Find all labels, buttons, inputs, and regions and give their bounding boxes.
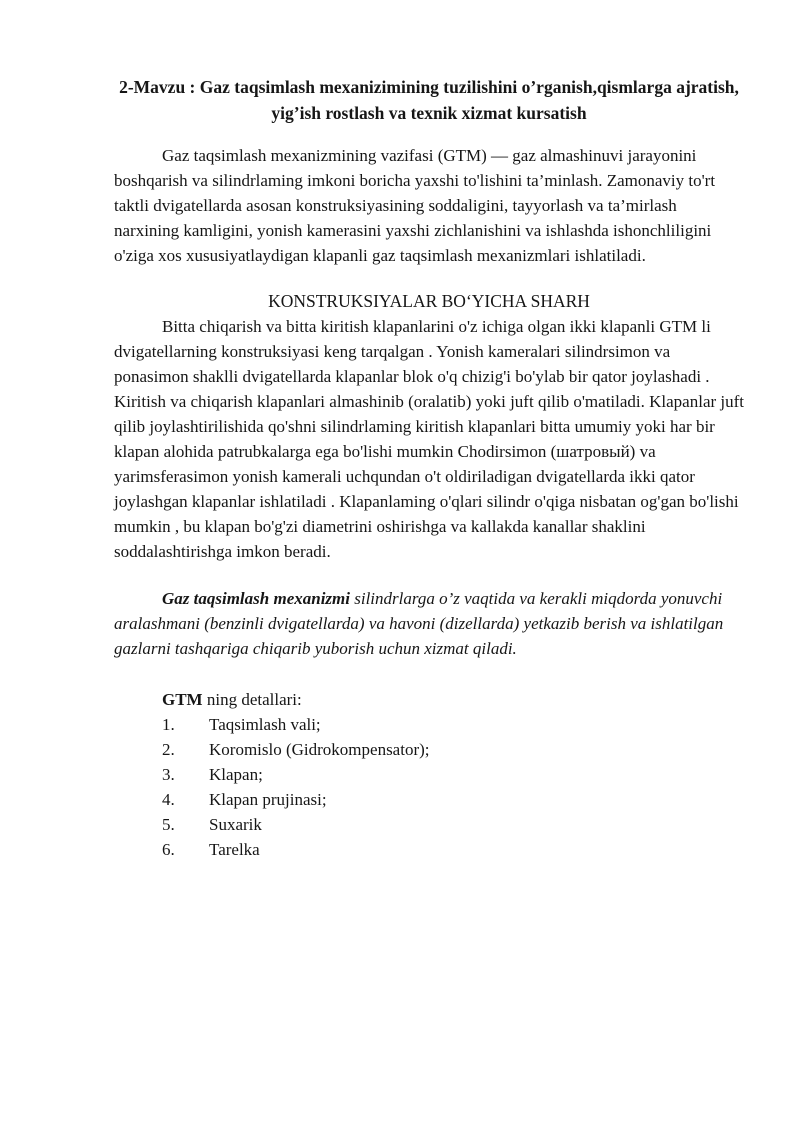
parts-list <box>114 712 744 862</box>
definition-paragraph <box>114 586 744 661</box>
list-item <box>162 737 744 762</box>
list-item-text: Suxarik <box>209 815 262 834</box>
list-item <box>162 712 744 737</box>
list-item-text: Klapan prujinasi; <box>209 790 327 809</box>
construction-paragraph: Bitta chiqarish va bitta kiritish klapanlarini o'z ichiga olgan ikki klapanli GTM li dvigatellarning konstruksiyasi keng tarqalgan . Yonish kameralari silindrsimon va ponasimon shaklli dvigatellarda klapanlar blok o'q chizig'i bo'ylab bir qator joylashadi . Kiritish va chiqarish klapanlari almashinib (oralatib) yoki juft qilib o'matiladi. Klapanlar juft qilib joylashtirilishida qo'shni silindrlaming kiritish klapanlari bitta umumiy yoki har bir klapan alohida patrubkalarga ega bo'lishi mumkin Chodirsimon (шатровый) va yarimsferasimon yonish kamerali uchqundan o't oldiriladigan dvigatellarda ikki qator joylashgan klapanlar ishlatiladi . Klapanlaming o'qlari silindr o'qiga nisbatan og'gan bo'lishi mumkin , bu klapan bo'g'zi diametrini oshirishga va kallakda kanallar shaklini soddalashtirishga imkon beradi. <box>114 317 745 561</box>
definition-lead-text: Gaz taqsimlash mexanizmi <box>162 589 350 608</box>
list-item-text: Koromislo (Gidrokompensator); <box>209 740 430 759</box>
list-item-number: 2. <box>162 740 175 759</box>
list-item <box>162 762 744 787</box>
definition-body-text: silindrlarga o’z vaqtida va kerakli miqdorda yonuvchi aralashmani (benzinli dvigatellarda) va havoni (dizellarda) yetkazib berish va ishlatilgan gazlarni tashqariga chiqarib yuborish uchun xizmat qiladi. <box>114 589 724 658</box>
list-item <box>162 837 744 862</box>
list-item-number: 1. <box>162 715 175 734</box>
section-heading: KONSTRUKSIYALAR BO‘YICHA SHARH <box>268 291 590 311</box>
parts-heading-lead: GTM <box>162 690 203 709</box>
list-item-text: Tarelka <box>209 840 260 859</box>
list-item-number: 3. <box>162 765 175 784</box>
list-item-text: Taqsimlash vali; <box>209 715 321 734</box>
list-item-number: 4. <box>162 790 175 809</box>
document-title: 2-Mavzu : Gaz taqsimlash mexanizimining tuzilishini o’rganish,qismlarga ajratish, yig’ish rostlash va texnik xizmat kursatish <box>119 77 739 123</box>
list-item-number: 5. <box>162 815 175 834</box>
list-item-number: 6. <box>162 840 175 859</box>
list-item <box>162 812 744 837</box>
list-item <box>162 787 744 812</box>
list-item-text: Klapan; <box>209 765 263 784</box>
parts-heading-rest: ning detallari: <box>202 690 302 709</box>
parts-list-heading <box>114 687 744 712</box>
intro-paragraph: Gaz taqsimlash mexanizmining vazifasi (GTM) — gaz almashinuvi jarayonini boshqarish va silindrlaming imkoni boricha yaxshi to'lishini ta’minlash. Zamonaviy to'rt taktli dvigatellarda asosan konstruksiyasining soddaligini, tayyorlash va ta’mirlash narxining kamligini, yonish kamerasini yaxshi zichlanishini va ishlashda ishonchliligini o'ziga xos xususiyatlaydigan klapanli gaz taqsimlash mexanizmlari ishlatiladi. <box>114 146 716 265</box>
